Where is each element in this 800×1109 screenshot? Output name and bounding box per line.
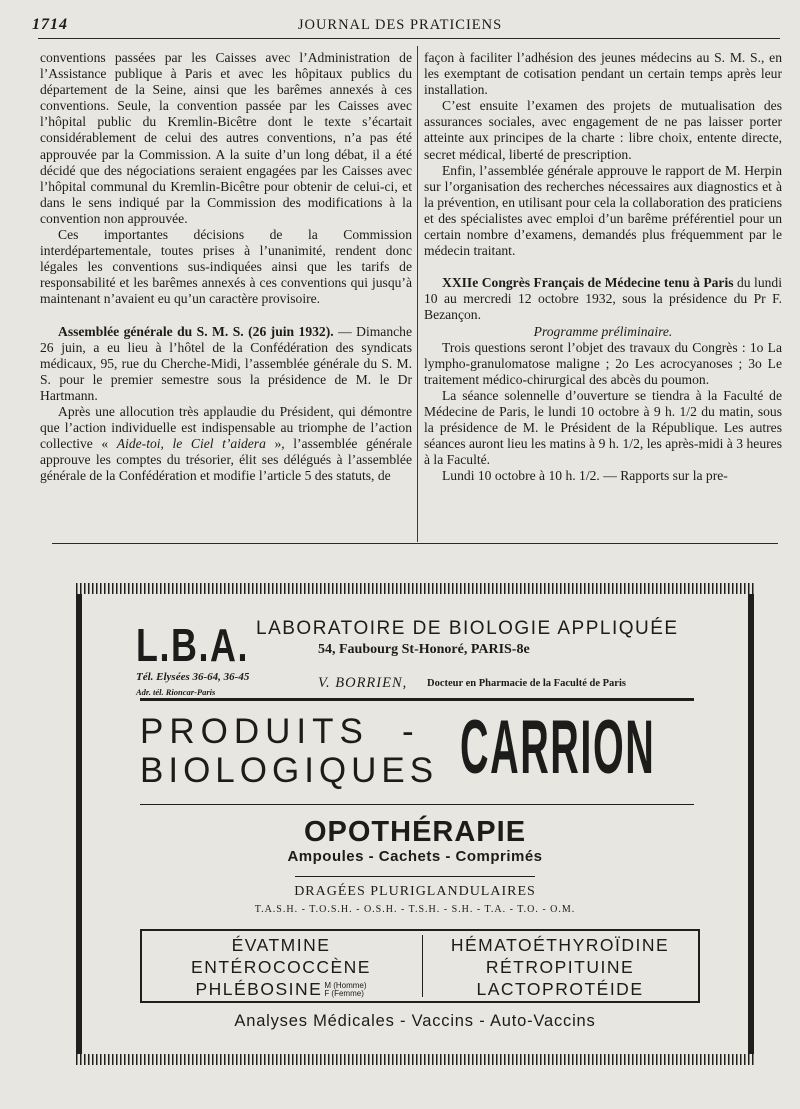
programme-heading: Programme préliminaire. [533, 323, 673, 339]
phlebosine-f: F (Femme) [324, 989, 364, 999]
ad-border-bottom [76, 1054, 754, 1065]
products-left-list [142, 934, 420, 1000]
phlebosine-variants [324, 982, 366, 998]
left-column [40, 50, 412, 484]
opotherapie-heading: OPOTHÉRAPIE [303, 816, 527, 848]
motto: Aide-toi, le Ciel t’aidera [116, 436, 266, 452]
director-name: V. BORRIEN, [318, 675, 408, 691]
congres-heading: XXIIe Congrès Français de Médecine tenu à Paris [442, 275, 734, 291]
product-retropituine: RÉTROPITUINE [485, 957, 635, 977]
ad-rule-short [295, 876, 535, 877]
products-box-divider [422, 935, 423, 997]
product-forms: Ampoules - Cachets - Comprimés [287, 848, 543, 865]
lba-logo: L.B.A. [136, 619, 250, 671]
ad-border-right [748, 594, 754, 1054]
director-title: Docteur en Pharmacie de la Faculté de Paris [427, 678, 626, 689]
right-paragraph-1: façon à faciliter l’adhésion des jeunes médecins au S. M. S., en les exemptant de cotisation pendant un certain temps après leur installation. [424, 50, 782, 98]
right-paragraph-2: C’est ensuite l’examen des projets de mutualisation des assurances sociales, avec engagement de ne pas laisser porter atteinte aux principes de la charte : libre choix, entente directe, secret médical, liberté de prescription. [424, 98, 782, 162]
product-hematoethyroidine: HÉMATOÉTHYROÏDINE [450, 935, 670, 955]
column-divider [417, 46, 418, 542]
allocution-paragraph [40, 404, 412, 484]
right-column [424, 50, 782, 484]
dragees-heading: DRAGÉES PLURIGLANDULAIRES [294, 884, 536, 899]
lab-name: LABORATOIRE DE BIOLOGIE APPLIQUÉE [256, 618, 679, 639]
lba-telephone: Tél. Elysées 36-64, 36-45 [136, 671, 250, 683]
lba-telegraph-address: Adr. tél. Rioncar-Paris [136, 687, 216, 697]
product-lactoproteide: LACTOPROTÉIDE [476, 979, 644, 999]
ad-rule-top [140, 698, 694, 701]
lab-address: 54, Faubourg St-Honoré, PARIS-8e [318, 642, 530, 657]
produits-dash: - [402, 712, 420, 751]
product-enterococcene: ENTÉROCOCCÈNE [191, 957, 371, 977]
right-paragraph-8: Lundi 10 octobre à 10 h. 1/2. — Rapports sur la pre- [442, 468, 728, 484]
ad-rule-middle [140, 804, 694, 805]
analyses-line: Analyses Médicales - Vaccins - Auto-Vaccins [234, 1012, 596, 1030]
product-phlebosine: PHLÉBOSINE [195, 979, 323, 999]
journal-title: JOURNAL DES PRATICIENS [297, 17, 503, 33]
products-box [140, 929, 700, 1003]
left-paragraph-2: Ces importantes décisions de la Commission interdépartementale, toutes prises à l’unanimité, rendent donc légales les conventions sus-indiquées ainsi que les tarifs de responsabilité et les barêmes annexés à ces conventions qui jusqu’à maintenant n’avaient eu qu’un caractère provisoire. [40, 227, 412, 307]
produits-word: PRODUITS [140, 712, 369, 751]
header-rule [38, 38, 780, 39]
advertisement [76, 583, 754, 1065]
assemblee-paragraph [40, 324, 412, 404]
assemblee-body: — Dimanche 26 juin, a eu lieu à l’hôtel de la Confédération des syndicats médicaux, 95, rue du Cherche-Midi, l’assemblée générale du S. M. S. pour le premier semestre sous la présidence de M. le Dr Hartmann. [40, 323, 412, 403]
produits-line [140, 712, 420, 751]
right-paragraph-6: Trois questions seront l’objet des travaux du Congrès : 1o La lympho-granulomatose maligne ; 2o Les acrocyanoses ; 3o Le traitement médico-chirurgical des abcès du poumon. [424, 339, 782, 387]
ad-content [82, 594, 748, 1054]
right-paragraph-3: Enfin, l’assemblée générale approuve le rapport de M. Herpin sur l’organisation des recherches nécessaires aux diagnostics et à la prévention, en utilisant pour cela la collaboration des praticiens et des spécialistes avec emploi d’un barême préférentiel pour un certain nombre d’examens, demandés plus fréquemment par le médecin traitant. [424, 162, 782, 259]
page-number: 1714 [32, 16, 68, 33]
congres-body: du lundi 10 au mercredi 12 octobre 1932, sous la présidence du Pr F. Bezançon. [424, 275, 782, 323]
text-bottom-rule [52, 543, 778, 544]
phlebosine-m: M (Homme) [324, 981, 367, 991]
allocution-text-a: Après une allocution très applaudie du Président, qui démontre que l’action individuelle est indispensable au triomphe de l’action collective « [40, 403, 412, 452]
left-paragraph-1: conventions passées par les Caisses avec l’Administration de l’Assistance publique à Paris et avec les hôpitaux publics du département de la Seine, ainsi que les barêmes annexés à ces conventions. Seule, la convention passée par les Caisses avec l’hôpital public du Kremlin-Bicêtre dont le texte s’écartait considérablement de celui des autres conventions, n’a pas été approuvée par la Commission. A la suite d’un long débat, il a été décidé que des négociations seraient engagées par les Caisses avec l’hôpital communal du Kremlin-Bicêtre pour obtenir de celui-ci, et dans le sens indiqué par la Commission des modifications à la convention non approuvée. [40, 50, 412, 226]
brand-carrion: CARRION [460, 705, 656, 790]
product-evatmine: ÉVATMINE [231, 935, 331, 955]
congres-paragraph [424, 275, 782, 323]
dragees-codes: T.A.S.H. - T.O.S.H. - O.S.H. - T.S.H. - S.H. - T.A. - T.O. - O.M. [254, 904, 576, 915]
page-header [0, 14, 800, 38]
biologiques-word: BIOLOGIQUES [140, 751, 439, 790]
product-phlebosine-row [142, 978, 420, 1000]
ad-border-top [76, 583, 754, 594]
products-right-list [424, 934, 696, 1000]
right-paragraph-7: La séance solennelle d’ouverture se tiendra à la Faculté de Médecine de Paris, le lundi 10 octobre à 9 h. 1/2 du matin, sous la présidence de M. le Président de la République. Les autres séances auront lieu les matins à 9 h. 1/2, les après-midi à 3 heures à la Faculté. [424, 387, 782, 468]
assemblee-heading: Assemblée générale du S. M. S. (26 juin 1932). [58, 323, 334, 339]
allocution-text-b: », l’assemblée générale approuve les comptes du trésorier, élit ses délégués à l’assemblée générale de la Confédération et modifie l’article 5 des statuts, de [40, 436, 412, 484]
